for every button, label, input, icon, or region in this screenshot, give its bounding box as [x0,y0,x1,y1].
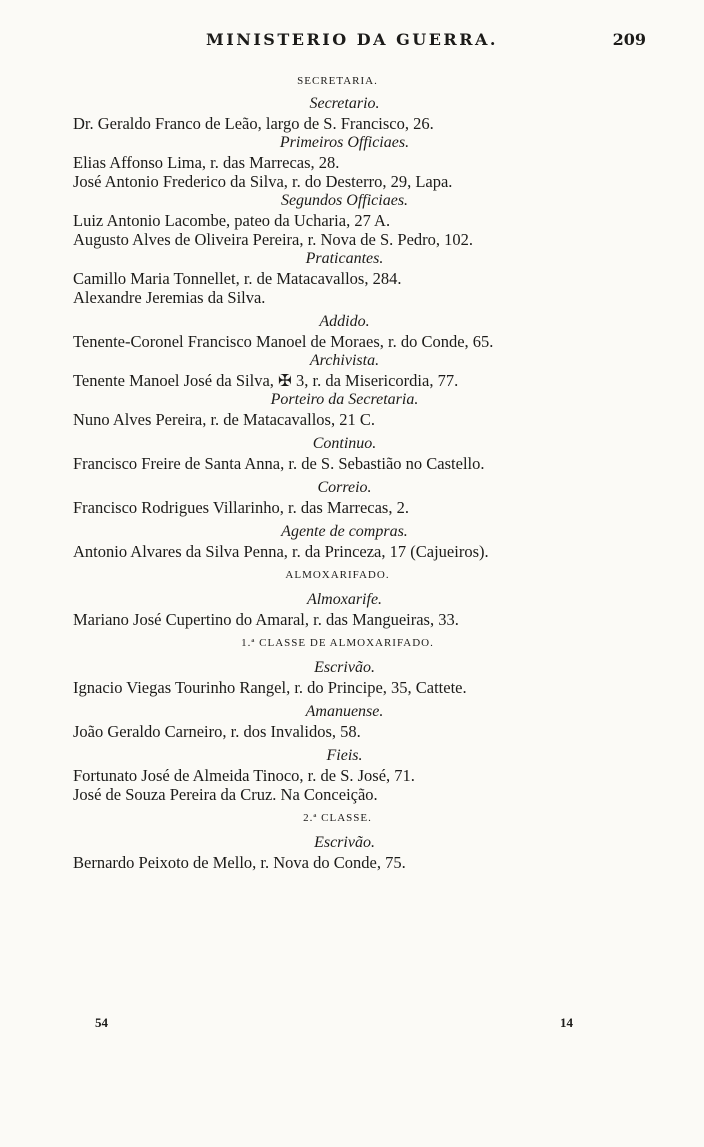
section-heading: 2.ª CLASSE. [303,812,372,824]
directory-entry: Elias Affonso Lima, r. das Marrecas, 28. [73,153,340,172]
directory-entry: Nuno Alves Pereira, r. de Matacavallos, 21 C. [73,410,375,429]
directory-entry: Dr. Geraldo Franco de Leão, largo de S. Francisco, 26. [73,114,434,133]
role-heading: Fieis. [326,747,363,764]
role-heading: Segundos Officiaes. [280,192,409,209]
directory-entry: Antonio Alvares da Silva Penna, r. da Princeza, 17 (Cajueiros). [73,542,489,561]
role-heading: Porteiro da Secretaria. [270,391,419,408]
role-heading: Primeiros Officiaes. [279,134,410,151]
directory-entry: Tenente Manoel José da Silva, ✠ 3, r. da Misericordia, 77. [73,371,459,390]
signature-mark-left: 54 [95,1015,108,1030]
directory-listing [73,72,602,872]
directory-entry: João Geraldo Carneiro, r. dos Invalidos, 58. [73,722,361,741]
role-heading: Correio. [317,479,372,496]
directory-entry: Francisco Rodrigues Villarinho, r. das Marrecas, 2. [73,498,409,517]
directory-entry: Tenente-Coronel Francisco Manoel de Moraes, r. do Conde, 65. [73,332,494,351]
signature-mark-right: 14 [560,1015,573,1030]
section-heading: ALMOXARIFADO. [285,569,390,581]
directory-entry: Ignacio Viegas Tourinho Rangel, r. do Principe, 35, Cattete. [73,678,467,697]
role-heading: Secretario. [309,95,380,112]
directory-entry: Camillo Maria Tonnellet, r. de Matacavallos, 284. [73,269,402,288]
role-heading: Praticantes. [305,250,384,267]
directory-entry: José Antonio Frederico da Silva, r. do Desterro, 29, Lapa. [73,172,453,191]
role-heading: Escrivão. [314,659,375,676]
directory-entry: Augusto Alves de Oliveira Pereira, r. Nova de S. Pedro, 102. [73,230,474,249]
role-heading: Continuo. [312,435,377,452]
role-heading: Almoxarife. [306,591,383,608]
role-heading: Addido. [319,313,370,330]
page-header [0,30,704,56]
directory-entry: Luiz Antonio Lacombe, pateo da Ucharia, 27 A. [73,211,391,230]
role-heading: Archivista. [309,352,380,369]
directory-entry: Bernardo Peixoto de Mello, r. Nova do Conde, 75. [73,853,406,872]
directory-entry: Fortunato José de Almeida Tinoco, r. de S. José, 71. [73,766,415,785]
directory-entry: Alexandre Jeremias da Silva. [73,288,266,307]
role-heading: Escrivão. [314,834,375,851]
page-number: 209 [612,30,646,49]
role-heading: Agente de compras. [281,523,408,540]
directory-entry: Francisco Freire de Santa Anna, r. de S. Sebastião no Castello. [73,454,485,473]
directory-entry: Mariano José Cupertino do Amaral, r. das Mangueiras, 33. [73,610,459,629]
directory-entry: José de Souza Pereira da Cruz. Na Conceição. [73,785,378,804]
section-heading: SECRETARIA. [297,75,378,87]
running-title: MINISTERIO DA GUERRA. [206,30,498,49]
section-heading: 1.ª CLASSE DE ALMOXARIFADO. [241,637,434,649]
role-heading: Amanuense. [305,703,384,720]
